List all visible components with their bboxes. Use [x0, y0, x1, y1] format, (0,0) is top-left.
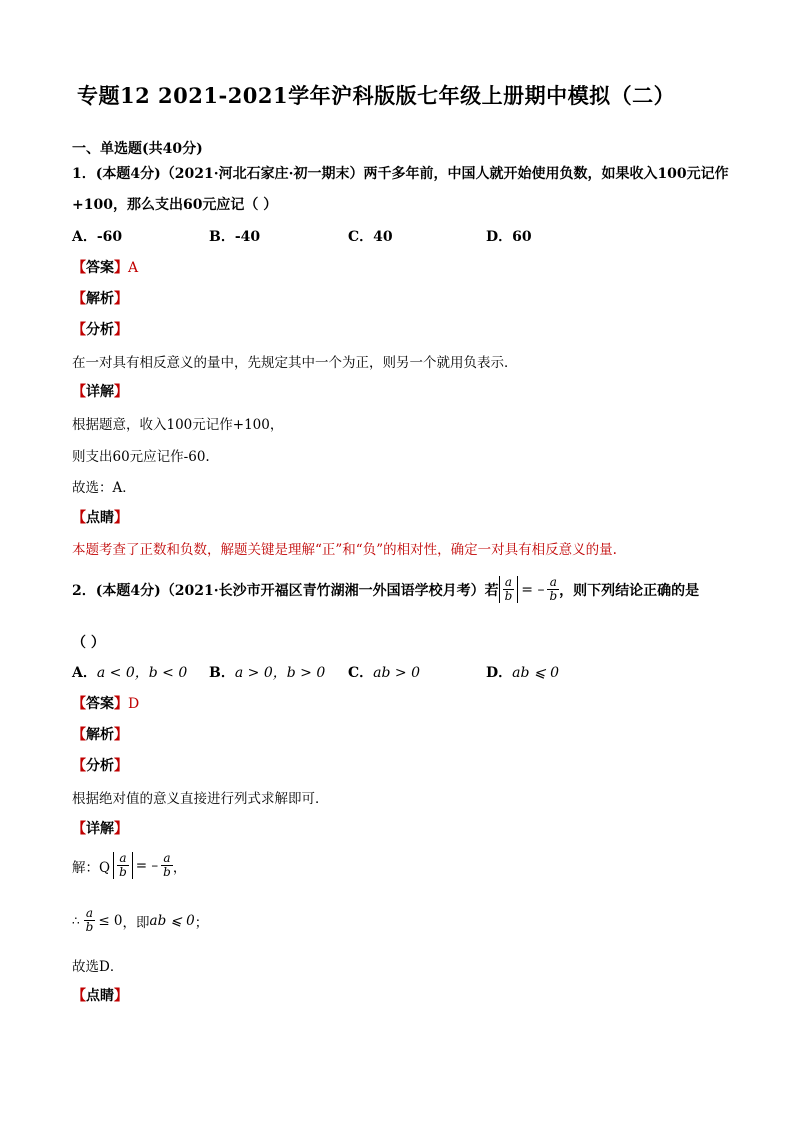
q2-abs-fraction: $\frac{a}{b}$	[499, 576, 519, 603]
q1-analysis-tag: 【解析】	[72, 291, 128, 307]
q2-option-b: B．a > 0，b > 0	[209, 665, 326, 681]
q2-fenxi-tag: 【分析】	[72, 758, 128, 774]
q1-detail-line3: 故选：A．	[72, 480, 136, 496]
q2-option-d: D．ab ⩽ 0	[486, 665, 559, 681]
q2-answer-tag: 【答案】D	[72, 696, 140, 712]
q2-ineq2: ab ⩽ 0	[149, 912, 195, 929]
q2-solution-line	[72, 852, 186, 879]
q2-stem-suffix: ，则下列结论正确的是	[559, 582, 700, 599]
therefore-symbol: ∴	[72, 913, 80, 928]
q2-option-a: A．a < 0，b < 0	[72, 665, 188, 681]
q2-fenxi-text: 根据绝对值的意义直接进行列式求解即可．	[72, 791, 329, 807]
q1-detail-line1: 根据题意，收入100元记作+100，	[72, 417, 284, 433]
q2-detail-tag: 【详解】	[72, 821, 128, 837]
q2-sol-rhs-fraction: $\frac{a}{b}$	[163, 851, 171, 879]
q1-option-c: C．40	[348, 229, 393, 245]
q1-fenxi-text: 在一对具有相反意义的量中，先规定其中一个为正，则另一个就用负表示．	[72, 355, 518, 371]
q1-option-d: D．60	[486, 229, 532, 245]
section-heading: 一、单选题(共40分)	[72, 141, 203, 157]
q1-option-b: B．-40	[209, 229, 261, 245]
q2-analysis-tag: 【解析】	[72, 727, 128, 743]
q1-stem-line2: +100，那么支出60元应记（ ）	[72, 197, 278, 213]
q1-answer-value: A	[128, 260, 139, 276]
q2-stem-line2: （ ）	[72, 635, 105, 651]
q2-option-c: C．ab > 0	[348, 665, 421, 681]
q2-ineq-fraction: $\frac{a}{b}$	[85, 906, 94, 934]
q1-stem-line1: 1．(本题4分)（2021·河北石家庄·初一期末）两千多年前，中国人就开始使用负数，如果收入100元记作	[72, 166, 729, 182]
q2-ineq-mid: ，即	[122, 914, 150, 931]
q1-fenxi-tag: 【分析】	[72, 322, 128, 338]
q1-detail-tag: 【详解】	[72, 384, 128, 400]
q2-stem-line1	[72, 576, 699, 603]
q2-rhs-fraction: $\frac{a}{b}$	[549, 575, 558, 603]
q1-answer-tag: 【答案】A	[72, 260, 139, 276]
q1-detail-line2: 则支出60元应记作-60.	[72, 449, 210, 465]
q1-comment-text: 本题考查了正数和负数，解题关键是理解“正”和“负”的相对性，确定一对具有相反意义的量.	[72, 542, 617, 558]
q2-answer-value: D	[128, 696, 140, 712]
q1-option-a: A．-60	[72, 229, 123, 245]
q2-choose: 故选D．	[72, 959, 124, 975]
q2-sol-abs-fraction: $\frac{a}{b}$	[113, 852, 133, 879]
q2-eq-sign: = –	[521, 581, 545, 598]
q2-ineq-end: ；	[194, 914, 209, 931]
q2-comment-tag: 【点睛】	[72, 988, 128, 1004]
q2-ineq1: ≤ 0	[98, 912, 123, 929]
q2-inequality-line	[72, 907, 208, 934]
q1-comment-tag: 【点睛】	[72, 510, 128, 526]
q2-stem-prefix: 2．(本题4分)（2021·长沙市开福区青竹湖湘一外国语学校月考）若	[72, 582, 499, 599]
q2-sol-prefix: 解：Q	[72, 859, 111, 876]
q2-sol-suffix: ，	[172, 859, 187, 876]
q2-sol-eq-sign: = –	[135, 857, 159, 874]
page-title: 专题12 2021-2021学年沪科版版七年级上册期中模拟（二）	[77, 83, 676, 108]
